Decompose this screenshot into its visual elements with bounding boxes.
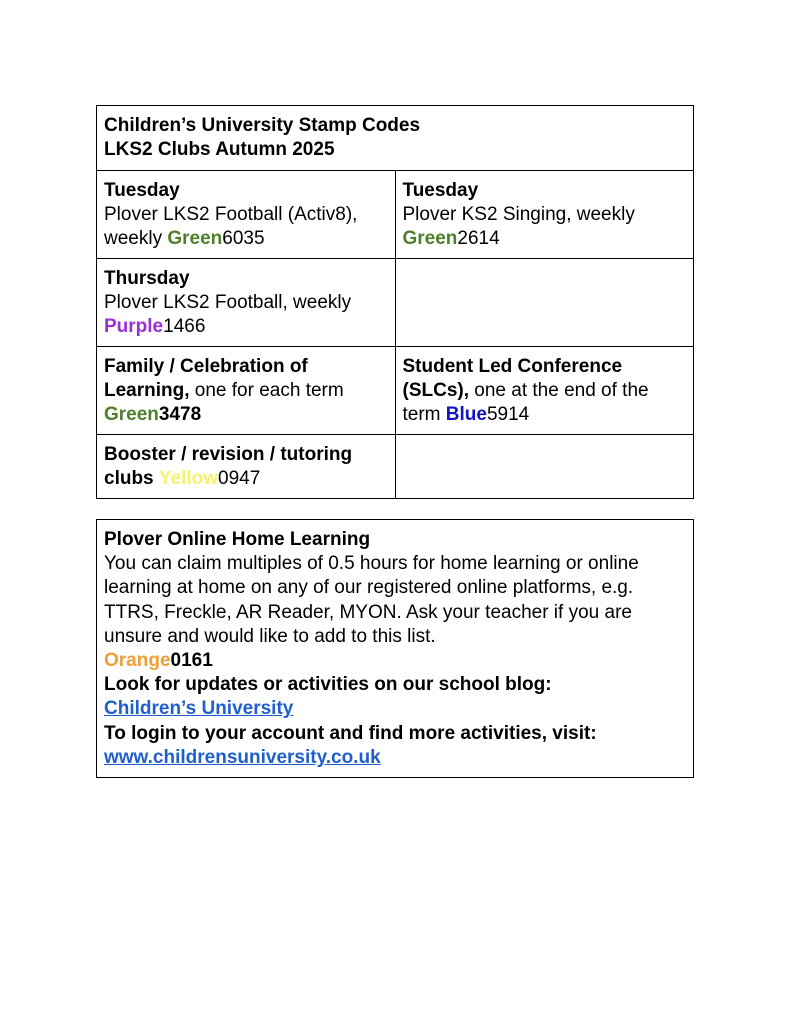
- login-text: To login to your account and find more activities, visit:: [104, 722, 597, 744]
- stamp-code: 3478: [158, 404, 202, 425]
- club-cell-tuesday-football: [97, 171, 396, 259]
- stamp-code: 2614: [457, 228, 500, 249]
- table-header-cell: [97, 106, 694, 171]
- stamp-color-word: Green: [402, 228, 458, 249]
- stamp-code: 0947: [218, 468, 261, 489]
- club-description: Plover LKS2 Football (Activ8), weekly: [104, 204, 358, 249]
- club-description: one at the end of the term: [402, 380, 649, 425]
- stamp-color-word: Green: [104, 404, 159, 425]
- club-title: Student Led Conference (SLCs),: [402, 356, 623, 401]
- club-cell-tuesday-singing: [395, 171, 694, 259]
- stamp-code: 0161: [170, 650, 213, 672]
- online-learning-box: [96, 519, 694, 778]
- club-cell-booster: [97, 435, 396, 499]
- stamp-codes-table: [96, 105, 694, 499]
- online-stamp-line: [104, 649, 687, 673]
- club-description: Plover LKS2 Football, weekly: [104, 292, 352, 313]
- blog-link[interactable]: Children’s University: [104, 698, 294, 720]
- stamp-color-word: Purple: [104, 316, 164, 337]
- stamp-color-word: Blue: [445, 404, 487, 425]
- stamp-color-word: Green: [167, 228, 223, 249]
- stamp-color-word: Yellow: [158, 468, 219, 489]
- page-title: Children’s University Stamp Codes: [104, 115, 421, 136]
- club-title: Booster / revision / tutoring clubs: [104, 444, 353, 489]
- club-cell-student-led: [395, 347, 694, 435]
- page-subtitle: LKS2 Clubs Autumn 2025: [104, 139, 335, 160]
- club-title: Family / Celebration of Learning,: [104, 356, 308, 401]
- stamp-code: 5914: [486, 404, 530, 425]
- club-cell-thursday-football: [97, 259, 396, 347]
- blog-text: Look for updates or activities on our school blog:: [104, 674, 552, 696]
- empty-cell: [395, 435, 694, 499]
- stamp-color-word: Orange: [104, 650, 171, 672]
- club-day: Thursday: [104, 268, 190, 289]
- club-description: one for each term: [189, 380, 344, 401]
- club-day: Tuesday: [104, 180, 180, 201]
- online-body: You can claim multiples of 0.5 hours for home learning or online learning at home on any of our registered online platforms, e.g. TTRS, Freckle, AR Reader, MYON. Ask your teacher if you are unsure and would like to add to this list.: [104, 553, 639, 647]
- stamp-code: 1466: [163, 316, 206, 337]
- online-title: Plover Online Home Learning: [104, 529, 371, 550]
- empty-cell: [395, 259, 694, 347]
- club-cell-family-celebration: [97, 347, 396, 435]
- website-link[interactable]: www.childrensuniversity.co.uk: [104, 746, 381, 768]
- club-day: Tuesday: [402, 180, 479, 201]
- stamp-code: 6035: [222, 228, 265, 249]
- club-description: Plover KS2 Singing, weekly: [402, 204, 635, 225]
